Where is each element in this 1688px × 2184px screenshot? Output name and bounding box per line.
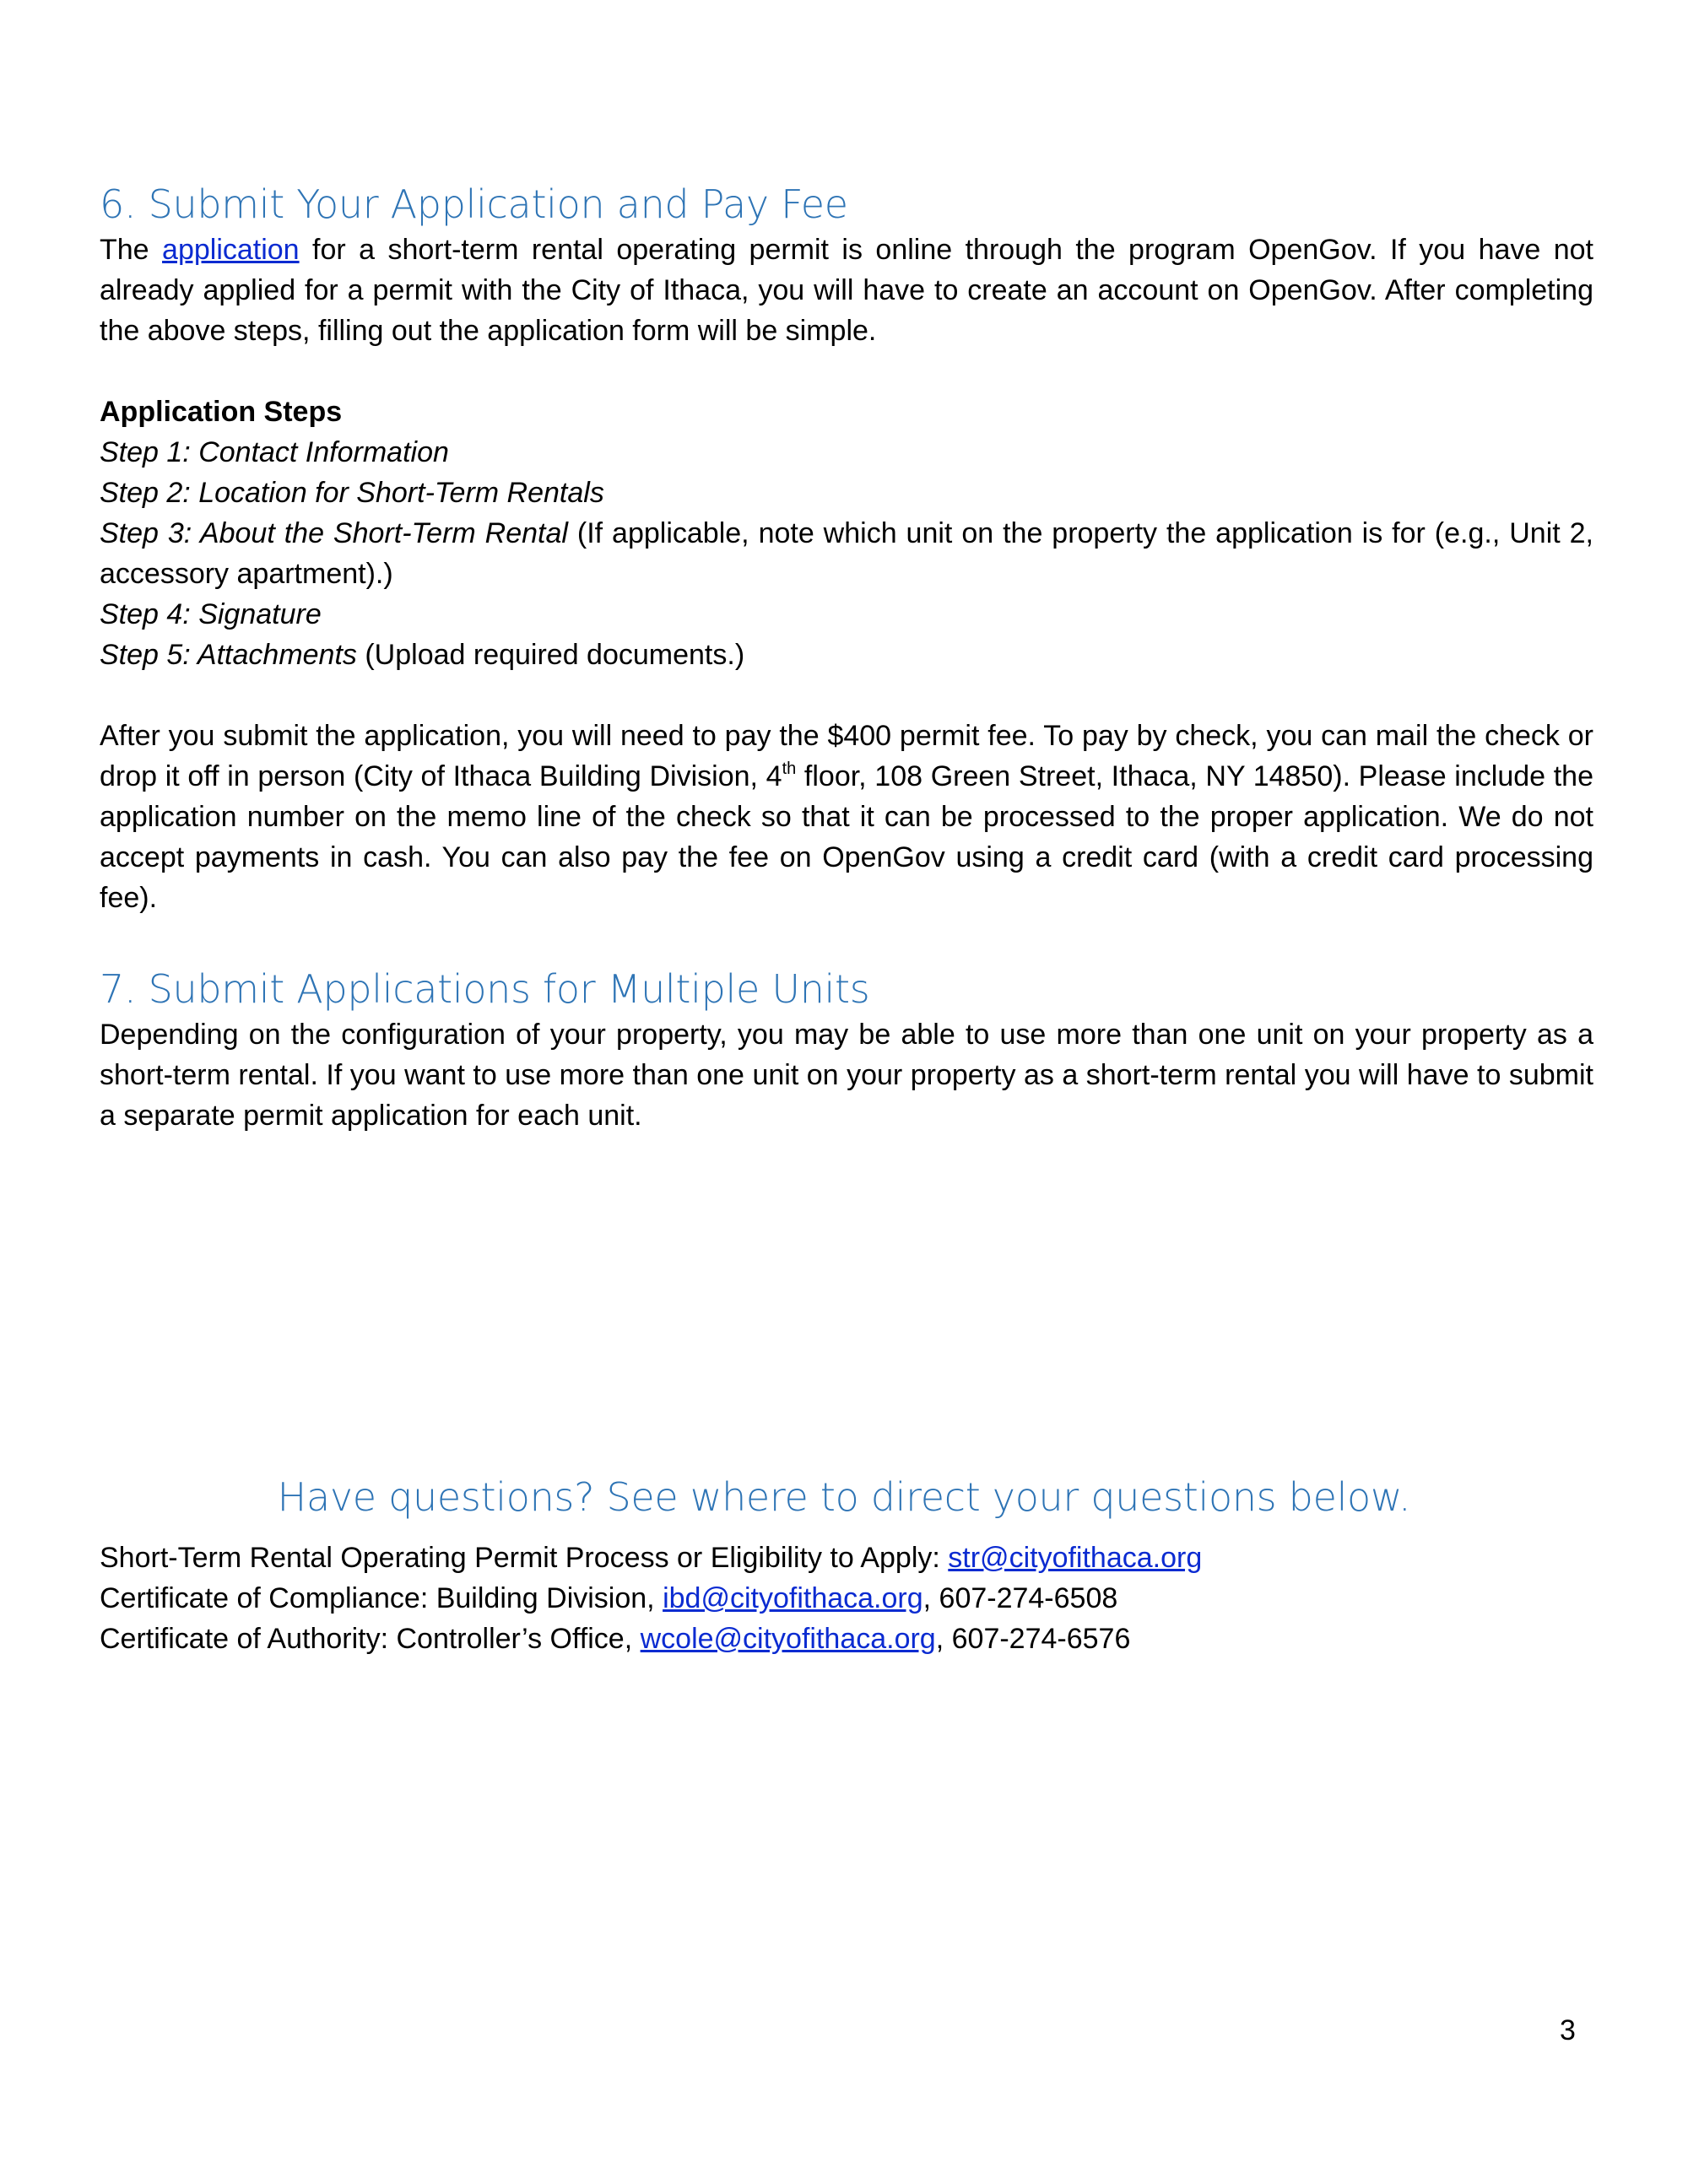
step-label: Step 4: Signature: [100, 598, 322, 630]
contact-label: Certificate of Compliance: Building Division,: [100, 1582, 663, 1614]
section-7-heading: 7. Submit Applications for Multiple Units: [100, 966, 870, 1012]
questions-heading: Have questions? See where to direct your questions below.: [277, 1474, 1411, 1520]
section-6-heading: 6. Submit Your Application and Pay Fee: [100, 181, 848, 227]
step-1: [100, 432, 1593, 473]
step-label: Step 3: About the Short-Term Rental: [100, 517, 568, 549]
contact-line-authority: [100, 1619, 1593, 1659]
ordinal-suffix: th: [782, 759, 797, 778]
step-label: Step 1: Contact Information: [100, 436, 449, 468]
contact-list: [100, 1538, 1593, 1659]
contact-line-compliance: [100, 1578, 1593, 1619]
payment-text-pre: After you submit the application, you will need to pay the $400 permit fee. To pay by check, you can mail the check or drop it off in person (City of Ithaca Building Division, 4: [100, 720, 1593, 792]
email-link-wcole[interactable]: wcole@cityofithaca.org: [640, 1623, 936, 1655]
email-link-ibd[interactable]: ibd@cityofithaca.org: [663, 1582, 923, 1614]
section-7-body: Depending on the configuration of your property, you may be able to use more than one unit on your property as a short-term rental. If you want to use more than one unit on your property as a short-term rental you will have to submit a separate permit application for each unit.: [100, 1019, 1593, 1132]
section-7: [100, 964, 1593, 1136]
application-steps: [100, 392, 1593, 675]
step-label: Step 2: Location for Short-Term Rentals: [100, 477, 604, 509]
section-6-intro: [100, 230, 1593, 351]
step-5: [100, 635, 1593, 675]
step-note: (If applicable, note which unit on the property the application is for (e.g., Unit 2, accessory apartment).): [100, 517, 1593, 590]
contact-phone: , 607-274-6508: [922, 1582, 1118, 1614]
step-note: (Upload required documents.): [356, 639, 745, 671]
intro-text-pre: The: [100, 234, 163, 266]
email-link-str[interactable]: str@cityofithaca.org: [948, 1542, 1203, 1574]
application-link[interactable]: application: [162, 234, 300, 266]
intro-text-post: for a short-term rental operating permit is online through the program OpenGov. If you have not already applied for a permit with the City of Ithaca, you will have to create an account on OpenGov. After completing the above steps, filling out the application form will be simple.: [100, 234, 1593, 347]
contact-label: Short-Term Rental Operating Permit Process or Eligibility to Apply:: [100, 1542, 949, 1574]
payment-text-post: floor, 108 Green Street, Ithaca, NY 14850). Please include the application number on the memo line of the check so that it can be processed to the proper application. We do not accept payments in cash. You can also pay the fee on OpenGov using a credit card (with a credit card processing fee).: [100, 760, 1593, 914]
payment-paragraph: [100, 716, 1593, 918]
contact-phone: , 607-274-6576: [935, 1623, 1131, 1655]
contact-line-str: [100, 1538, 1593, 1578]
application-steps-title: Application Steps: [100, 396, 343, 428]
page-number: 3: [1560, 2014, 1576, 2046]
step-4: [100, 594, 1593, 635]
contact-label: Certificate of Authority: Controller’s Office,: [100, 1623, 641, 1655]
step-label: Step 5: Attachments: [100, 639, 357, 671]
step-2: [100, 473, 1593, 513]
section-6: [100, 179, 1593, 918]
step-3: [100, 513, 1593, 594]
